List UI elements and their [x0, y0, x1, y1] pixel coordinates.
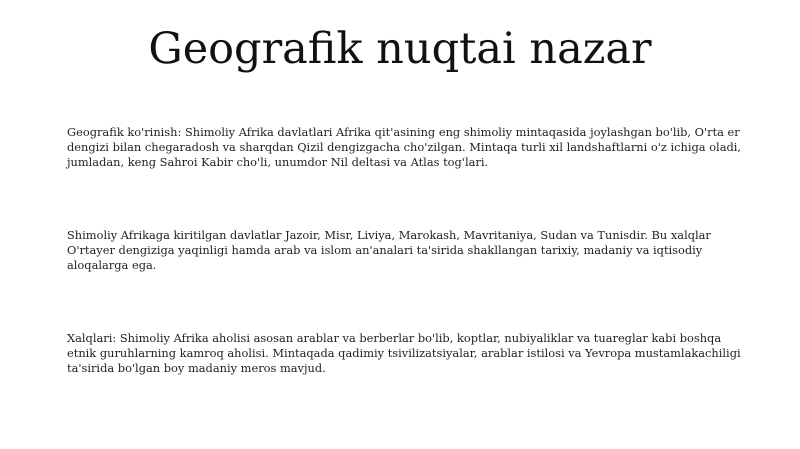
paragraph-peoples: Xalqlari: Shimoliy Afrika aholisi asosan arablar va berberlar bo'lib, koptlar, nubiyaliklar va tuareglar kabi boshqa etnik guruhlarning kamroq aholisi. Mintaqada qadimiy tsivilizatsiyalar, arablar istilosi va Yevropa mustamlakachiligi ta'sirida bo'lgan boy madaniy meros mavjud. [67, 331, 741, 375]
paragraph-geography: Geografik ko'rinish: Shimoliy Afrika davlatlari Afrika qit'asining eng shimoliy mintaqasida joylashgan bo'lib, O'rta er dengizi bilan chegaradosh va sharqdan Qizil dengizgacha cho'zilgan. Mintaqa turli xil landshaftlarni o'z ichiga oladi, jumladan, keng Sahroi Kabir cho'li, unumdor Nil deltasi va Atlas tog'lari. [67, 125, 742, 169]
slide-title: Geografik nuqtai nazar [148, 24, 652, 74]
paragraph-countries: Shimoliy Afrikaga kiritilgan davlatlar Jazoir, Misr, Liviya, Marokash, Mavritaniya, Sudan va Tunisdir. Bu xalqlar O'rtayer dengiziga yaqinligi hamda arab va islom an'analari ta'sirida shakllangan tarixiy, madaniy va iqtisodiy aloqalarga ega. [67, 228, 711, 272]
